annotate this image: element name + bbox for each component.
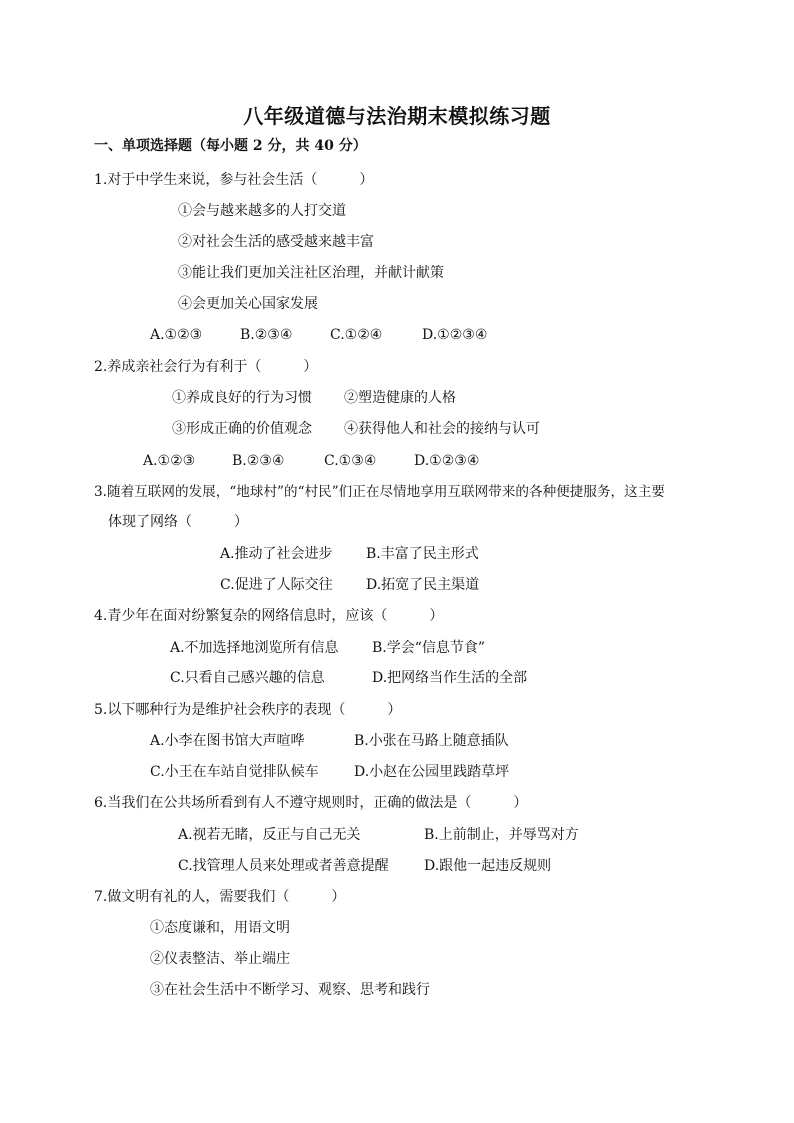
- question-1-option-d: D.①②③④: [422, 327, 488, 343]
- question-6-stem: 6.当我们在公共场所看到有人不遵守规则时，正确的做法是（ ）: [94, 795, 528, 811]
- question-1-item: ①会与越来越多的人打交道: [178, 203, 346, 219]
- question-5-option-c: C.小王在车站自觉排队候车: [150, 764, 319, 780]
- question-5-option-a: A.小李在图书馆大声喧哗: [150, 733, 305, 749]
- question-6-option-d: D.跟他一起违反规则: [424, 858, 552, 874]
- question-7-item: ①态度谦和，用语文明: [150, 920, 290, 936]
- question-2-stem: 2.养成亲社会行为有利于（ ）: [94, 359, 318, 375]
- question-1-item: ②对社会生活的感受越来越丰富: [178, 234, 374, 250]
- question-2-item: ④获得他人和社会的接纳与认可: [344, 421, 540, 437]
- question-6-option-c: C.找管理人员来处理或者善意提醒: [178, 858, 389, 874]
- question-2-option-d: D.①②③④: [414, 453, 480, 469]
- question-4-option-c: C.只看自己感兴趣的信息: [170, 670, 325, 686]
- question-6-option-a: A.视若无睹，反正与自己无关: [178, 827, 361, 843]
- question-3-option-b: B.丰富了民主形式: [366, 546, 479, 562]
- question-5-option-d: D.小赵在公园里践踏草坪: [354, 764, 510, 780]
- question-6-option-b: B.上前制止，并辱骂对方: [424, 827, 579, 843]
- section-heading: 一、单项选择题（每小题 2 分，共 40 分）: [94, 138, 367, 154]
- question-1-option-b: B.②③④: [240, 327, 293, 343]
- question-1-option-a: A.①②③: [150, 327, 203, 343]
- question-3-option-d: D.拓宽了民主渠道: [366, 577, 480, 593]
- page-title: 八年级道德与法治期末模拟练习题: [243, 104, 551, 128]
- question-7-item: ③在社会生活中不断学习、观察、思考和践行: [150, 982, 430, 998]
- question-2-option-a: A.①②③: [143, 453, 196, 469]
- question-3-option-c: C.促进了人际交往: [220, 577, 333, 593]
- question-7-item: ②仪表整洁、举止端庄: [150, 951, 290, 967]
- question-4-option-a: A.不加选择地浏览所有信息: [170, 640, 339, 656]
- question-1-stem: 1.对于中学生来说，参与社会生活（ ）: [94, 172, 374, 188]
- question-4-stem: 4.青少年在面对纷繁复杂的网络信息时，应该（ ）: [94, 608, 444, 624]
- question-1-item: ④会更加关心国家发展: [178, 296, 318, 312]
- question-3-stem: 3.随着互联网的发展，“地球村”的“村民”们正在尽情地享用互联网带来的各种便捷服务，这主要: [94, 484, 665, 500]
- question-2-item: ①养成良好的行为习惯: [172, 390, 312, 406]
- question-3-stem-continued: 体现了网络（ ）: [108, 514, 248, 530]
- question-1-item: ③能让我们更加关注社区治理，并献计献策: [178, 265, 444, 281]
- question-3-option-a: A.推动了社会进步: [220, 546, 333, 562]
- question-4-option-d: D.把网络当作生活的全部: [372, 670, 528, 686]
- question-1-option-c: C.①②④: [330, 327, 383, 343]
- question-4-option-b: B.学会“信息节食”: [372, 640, 486, 656]
- question-7-stem: 7.做文明有礼的人，需要我们（ ）: [94, 889, 346, 905]
- question-2-item: ③形成正确的价值观念: [172, 421, 312, 437]
- question-5-stem: 5.以下哪种行为是维护社会秩序的表现（ ）: [94, 702, 402, 718]
- question-5-option-b: B.小张在马路上随意插队: [354, 733, 509, 749]
- question-2-option-c: C.①③④: [324, 453, 377, 469]
- question-2-item: ②塑造健康的人格: [344, 390, 456, 406]
- question-2-option-b: B.②③④: [232, 453, 285, 469]
